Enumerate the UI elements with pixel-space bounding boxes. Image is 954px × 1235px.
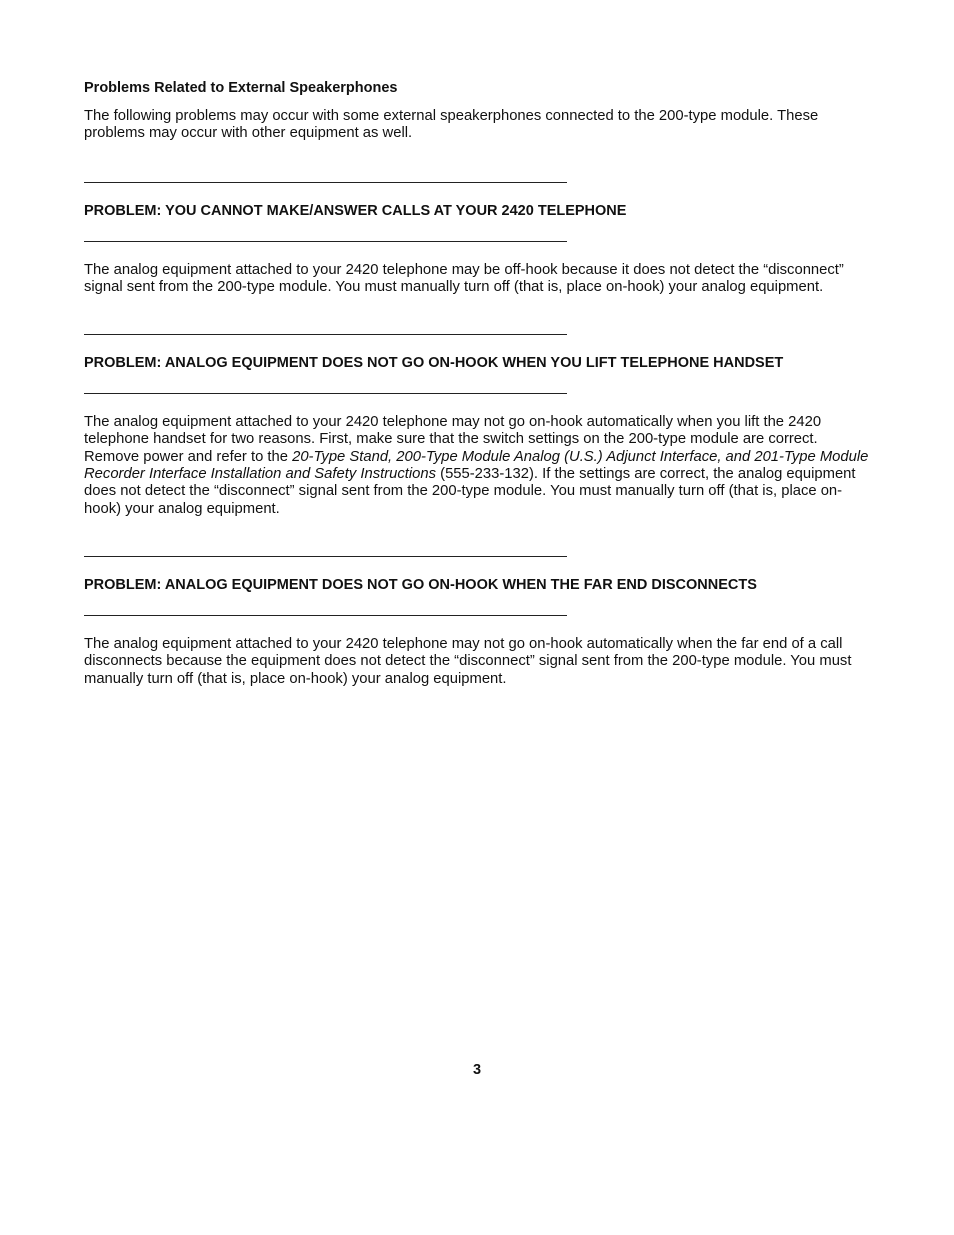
- divider-rule: [84, 393, 567, 394]
- problem-title: PROBLEM: YOU CANNOT MAKE/ANSWER CALLS AT YOUR 2420 TELEPHONE: [84, 202, 627, 219]
- divider-rule: [84, 241, 567, 242]
- problem-body: The analog equipment attached to your 2420 telephone may be off-hook because it does not detect the “disconnect” signal sent from the 200-type module. You must manually turn off (that is, place on-hook) your analog equipment.: [84, 261, 844, 295]
- problem-block-2: [84, 334, 874, 518]
- divider-rule: [84, 615, 567, 616]
- document-page: [84, 80, 874, 688]
- problem-block-1: [84, 182, 874, 297]
- divider-rule: [84, 334, 567, 335]
- document-reference-title: 20-Type Stand, 200-Type Module Analog (U.S.) Adjunct Interface, and 201-Type Module Recorder Interface Installation and Safety Instructions: [84, 448, 869, 483]
- problem-body-text: (555-233-132). If the settings are correct, the analog equipment does not detect the “disconnect” signal sent from the 200-type module. You must manually turn off (that is, place on-hook) your analog equipment.: [84, 466, 856, 517]
- problem-body: The analog equipment attached to your 2420 telephone may not go on-hook automatically when the far end of a call disconnects because the equipment does not detect the “disconnect” signal sent from the 200-type module. You must manually turn off (that is, place on-hook) your analog equipment.: [84, 635, 852, 687]
- section-heading: Problems Related to External Speakerphones: [84, 80, 398, 96]
- page-number: 3: [472, 1062, 482, 1078]
- problem-body: [84, 414, 874, 518]
- problem-block-3: [84, 556, 874, 688]
- divider-rule: [84, 556, 567, 557]
- section-intro: The following problems may occur with some external speakerphones connected to the 200-type module. These problems may occur with other equipment as well.: [84, 108, 819, 142]
- problem-title: PROBLEM: ANALOG EQUIPMENT DOES NOT GO ON-HOOK WHEN YOU LIFT TELEPHONE HANDSET: [84, 355, 784, 372]
- problem-body-text: The analog equipment attached to your 2420 telephone may not go on-hook automatically when you lift the 2420 telephone handset for two reasons. First, make sure that the switch settings on the 200-type module are correct. Remove power and refer to the: [84, 414, 822, 465]
- problem-title: PROBLEM: ANALOG EQUIPMENT DOES NOT GO ON-HOOK WHEN THE FAR END DISCONNECTS: [84, 576, 757, 593]
- divider-rule: [84, 182, 567, 183]
